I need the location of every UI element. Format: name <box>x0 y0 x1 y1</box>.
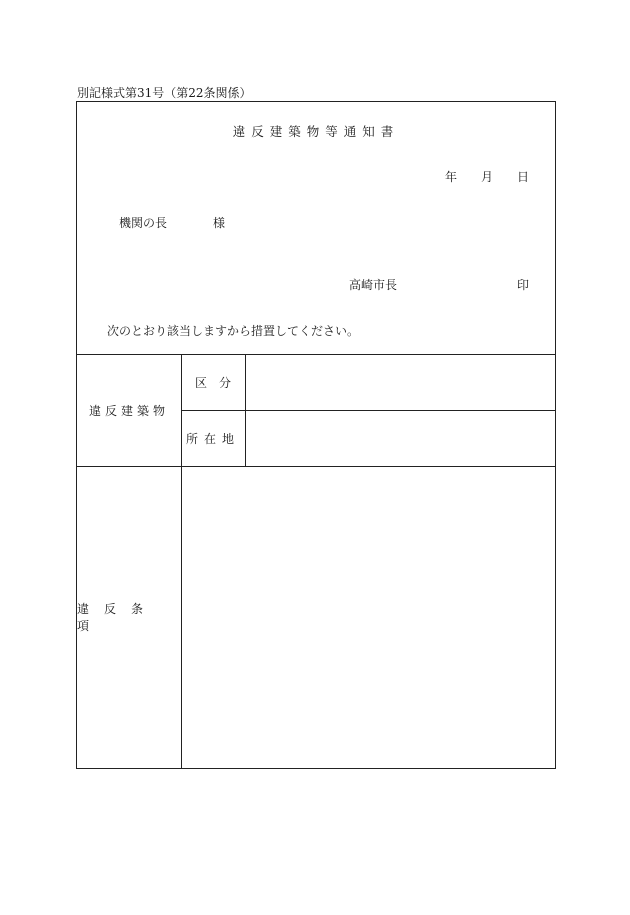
notice-form <box>76 101 556 769</box>
category-value-field[interactable] <box>249 354 551 410</box>
date-month-label: 月 <box>481 170 494 184</box>
date-year-label: 年 <box>445 170 458 184</box>
building-section <box>77 354 555 467</box>
date-day-label: 日 <box>517 170 530 184</box>
honorific: 様 <box>213 216 226 230</box>
category-label-cell <box>181 354 245 411</box>
clause-label: 違反条項 <box>77 602 159 633</box>
document-title: 違反建築物等通知書 <box>232 124 400 139</box>
clause-label-cell <box>77 466 182 768</box>
location-label: 所在地 <box>185 431 240 446</box>
location-value-field[interactable] <box>249 410 551 466</box>
building-subheader-column <box>181 354 246 466</box>
seal-mark: 印 <box>517 278 530 292</box>
form-number: 別記様式第31号（第22条関係） <box>77 86 252 100</box>
building-label-cell <box>77 354 182 466</box>
category-label: 区 分 <box>194 375 231 390</box>
addressee: 機関の長 <box>119 216 168 230</box>
header-area <box>77 102 555 355</box>
building-label: 違反建築物 <box>88 403 169 418</box>
issuer-name: 高崎市長 <box>349 278 398 292</box>
clause-value-field[interactable] <box>185 470 551 764</box>
location-label-cell <box>181 410 245 466</box>
clause-section <box>77 466 555 768</box>
notice-text: 次のとおり該当しますから措置してください。 <box>107 324 360 338</box>
